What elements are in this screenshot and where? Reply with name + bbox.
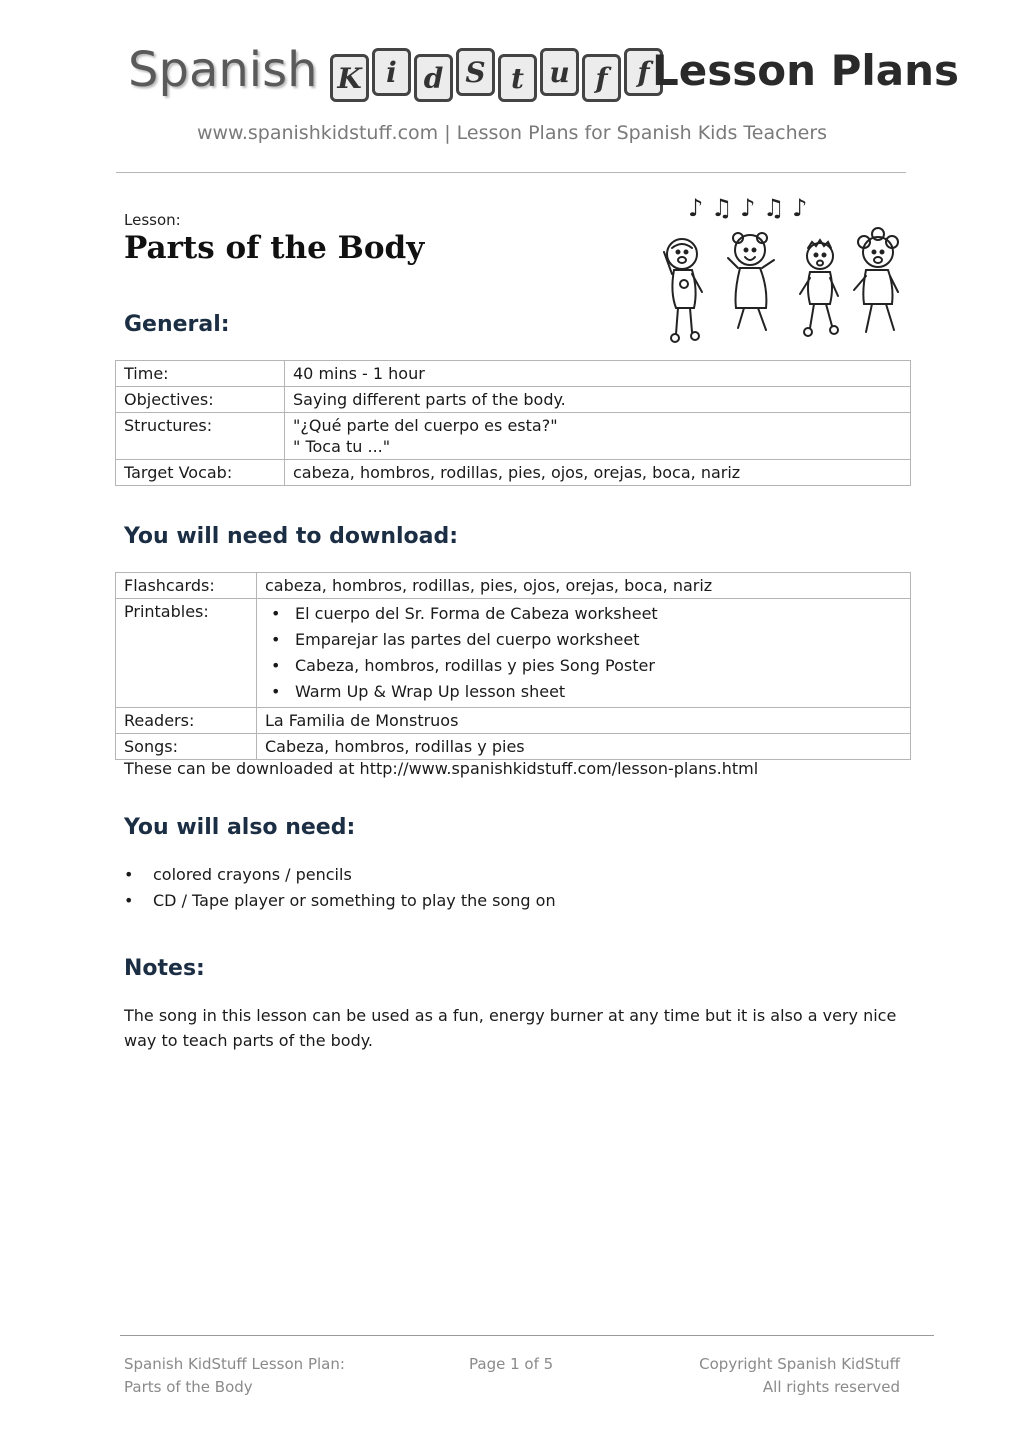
- lesson-title: Parts of the Body: [124, 230, 425, 266]
- footer-left-line1: Spanish KidStuff Lesson Plan:: [124, 1355, 345, 1373]
- general-info-table: [115, 360, 911, 486]
- header-divider: [116, 172, 906, 173]
- footer-right-line2: All rights reserved: [762, 1378, 900, 1396]
- lesson-label: Lesson:: [124, 211, 181, 229]
- section-heading-general: General:: [124, 312, 230, 337]
- table-value: [285, 413, 911, 460]
- table-value: [257, 599, 911, 708]
- footer-page-number: Page 1 of 5: [469, 1355, 554, 1373]
- table-row: [116, 413, 911, 460]
- table-value: cabeza, hombros, rodillas, pies, ojos, orejas, boca, nariz: [257, 573, 911, 599]
- structure-line: "¿Qué parte del cuerpo es esta?": [293, 416, 558, 435]
- logo-block: t: [498, 54, 537, 102]
- table-value: Cabeza, hombros, rodillas y pies: [257, 734, 911, 760]
- table-row: [116, 708, 911, 734]
- section-heading-notes: Notes:: [124, 956, 205, 981]
- table-row: [116, 734, 911, 760]
- footer-left: [124, 1353, 345, 1399]
- table-value: Saying different parts of the body.: [285, 387, 911, 413]
- list-item: • Emparejar las partes del cuerpo worksheet: [265, 627, 902, 653]
- download-table: [115, 572, 911, 760]
- table-row: [116, 460, 911, 486]
- download-note: These can be downloaded at http://www.spanishkidstuff.com/lesson-plans.html: [124, 759, 759, 778]
- table-value: 40 mins - 1 hour: [285, 361, 911, 387]
- footer-right-line1: Copyright Spanish KidStuff: [699, 1355, 900, 1373]
- footer-right: [699, 1353, 900, 1399]
- logo-letter-blocks: [330, 48, 663, 102]
- footer-left-line2: Parts of the Body: [124, 1378, 253, 1396]
- kid-figure: [664, 239, 702, 342]
- footer-divider: [120, 1335, 934, 1336]
- header-tagline: www.spanishkidstuff.com | Lesson Plans for Spanish Kids Teachers: [196, 122, 828, 144]
- table-label: Target Vocab:: [116, 460, 285, 486]
- list-item: • El cuerpo del Sr. Forma de Cabeza worksheet: [265, 601, 902, 627]
- table-label: Time:: [116, 361, 285, 387]
- logo-word-lesson-plans: Lesson Plans: [652, 46, 960, 95]
- singing-kids-illustration: [660, 188, 910, 350]
- table-label: Printables:: [116, 599, 257, 708]
- table-label: Flashcards:: [116, 573, 257, 599]
- section-heading-also-need: You will also need:: [124, 815, 356, 840]
- table-row: [116, 573, 911, 599]
- table-label: Readers:: [116, 708, 257, 734]
- table-row: [116, 599, 911, 708]
- also-need-list: [124, 862, 556, 914]
- notes-text: The song in this lesson can be used as a fun, energy burner at any time but it is also a very nice way to teach parts of the body.: [124, 1006, 897, 1050]
- list-item: • CD / Tape player or something to play the song on: [124, 888, 556, 914]
- printables-list: [265, 601, 902, 705]
- logo-block: K: [330, 54, 369, 102]
- kid-figure: [728, 233, 774, 330]
- table-label: Songs:: [116, 734, 257, 760]
- site-logo: [0, 40, 1024, 110]
- list-item: • Warm Up & Wrap Up lesson sheet: [265, 679, 902, 705]
- section-heading-download: You will need to download:: [124, 524, 459, 549]
- logo-block: u: [540, 48, 579, 96]
- logo-block: d: [414, 54, 453, 102]
- table-value: La Familia de Monstruos: [257, 708, 911, 734]
- table-row: [116, 361, 911, 387]
- table-label: Structures:: [116, 413, 285, 460]
- logo-word-spanish: Spanish: [128, 42, 318, 98]
- logo-block: S: [456, 48, 495, 96]
- music-notes-icon: ♪ ♫ ♪ ♫ ♪: [688, 194, 808, 222]
- table-label: Objectives:: [116, 387, 285, 413]
- structure-line: " Toca tu ...": [293, 437, 391, 456]
- logo-block: f: [582, 54, 621, 102]
- list-item: • colored crayons / pencils: [124, 862, 556, 888]
- list-item: • Cabeza, hombros, rodillas y pies Song Poster: [265, 653, 902, 679]
- table-row: [116, 387, 911, 413]
- table-value: cabeza, hombros, rodillas, pies, ojos, orejas, boca, nariz: [285, 460, 911, 486]
- kid-figure: [854, 228, 898, 332]
- kid-figure: [800, 240, 838, 336]
- logo-block: i: [372, 48, 411, 96]
- logo-block: f: [624, 48, 663, 96]
